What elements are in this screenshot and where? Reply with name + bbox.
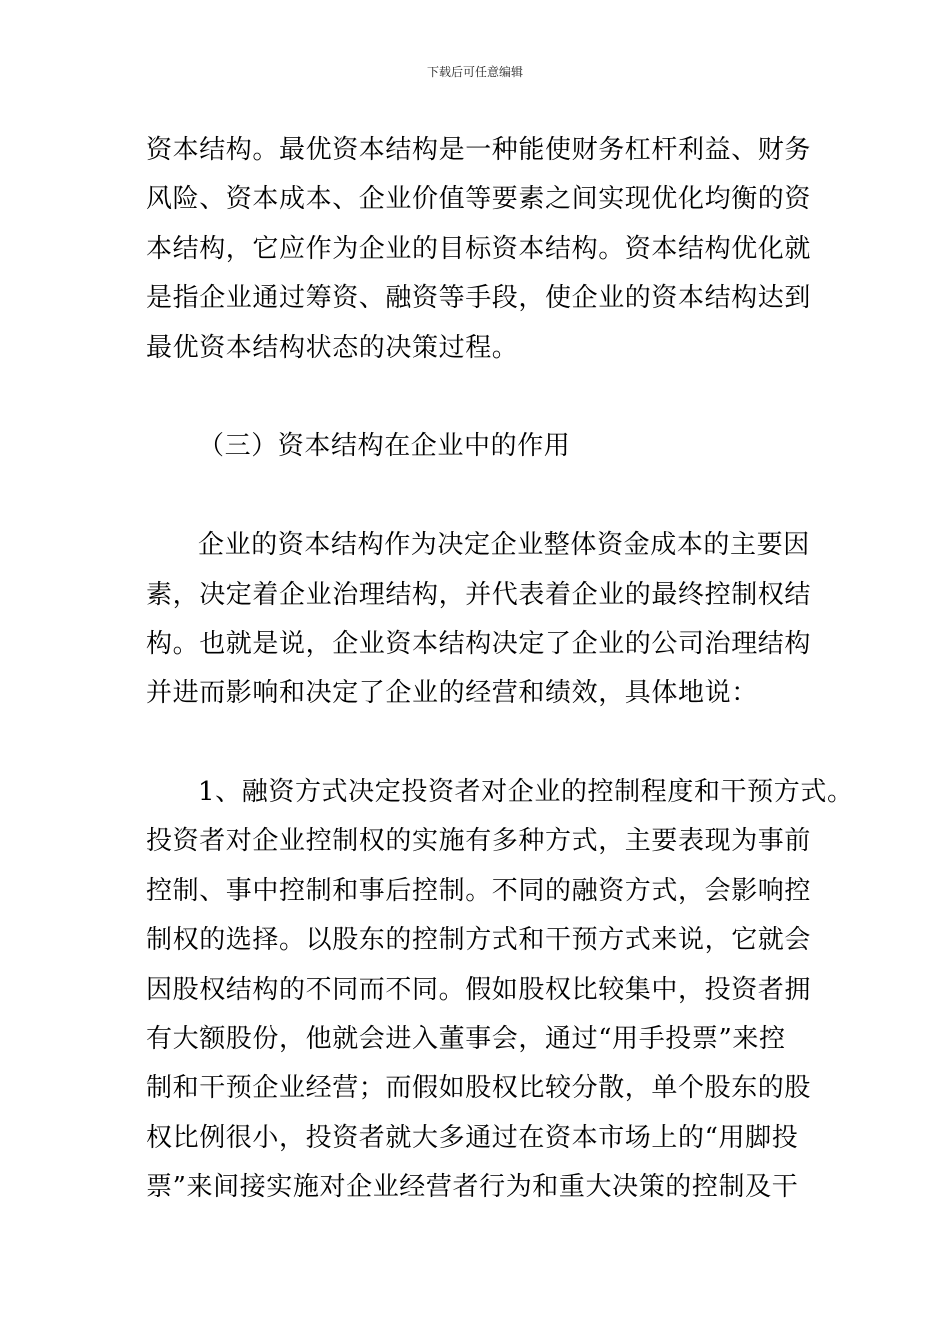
text-line: 构。也就是说，企业资本结构决定了企业的公司治理结构 bbox=[146, 628, 812, 659]
text-line: 投资者对企业控制权的实施有多种方式，主要表现为事前 bbox=[146, 826, 812, 857]
text-line: 票”来间接实施对企业经营者行为和重大决策的控制及干 bbox=[146, 1172, 799, 1203]
text-line: 制和干预企业经营；而假如股权比较分散，单个股东的股 bbox=[146, 1073, 812, 1104]
text-line: 制权的选择。以股东的控制方式和干预方式来说，它就会 bbox=[146, 925, 812, 956]
document-body bbox=[146, 126, 854, 1213]
paragraph-spacer bbox=[146, 373, 816, 422]
text-line: 控制、事中控制和事后控制。不同的融资方式，会影响控 bbox=[146, 875, 812, 906]
text-line: 资本结构。最优资本结构是一种能使财务杠杆利益、财务 bbox=[146, 135, 812, 165]
section-heading: （三）资本结构在企业中的作用 bbox=[198, 431, 571, 462]
text-line: 企业的资本结构作为决定企业整体资金成本的主要因 bbox=[198, 530, 810, 561]
page-header: 下载后可任意编辑 bbox=[426, 65, 523, 79]
text-line: 本结构，它应作为企业的目标资本结构。资本结构优化就 bbox=[146, 233, 812, 264]
text-line: 权比例很小，投资者就大多通过在资本市场上的“用脚投 bbox=[146, 1122, 799, 1153]
text-line: 并进而影响和决定了企业的经营和绩效，具体地说： bbox=[146, 678, 758, 709]
text-line: 最优资本结构状态的决策过程。 bbox=[146, 332, 519, 363]
paragraph-role-of-structure bbox=[146, 521, 816, 719]
text-line: 素，决定着企业治理结构，并代表着企业的最终控制权结 bbox=[146, 579, 812, 610]
text-line: 风险、资本成本、企业价值等要素之间实现优化均衡的资 bbox=[146, 184, 812, 215]
paragraph-financing-control bbox=[146, 768, 854, 1213]
paragraph-spacer bbox=[146, 719, 816, 768]
paragraph-spacer bbox=[146, 472, 816, 521]
paragraph-optimal-structure bbox=[146, 126, 816, 373]
text-line: 1、融资方式决定投资者对企业的控制程度和干预方式。 bbox=[198, 777, 854, 808]
text-line: 是指企业通过筹资、融资等手段，使企业的资本结构达到 bbox=[146, 283, 812, 314]
text-line: 有大额股份，他就会进入董事会，通过“用手投票”来控 bbox=[146, 1024, 786, 1055]
text-line: 因股权结构的不同而不同。假如股权比较集中，投资者拥 bbox=[146, 974, 812, 1005]
